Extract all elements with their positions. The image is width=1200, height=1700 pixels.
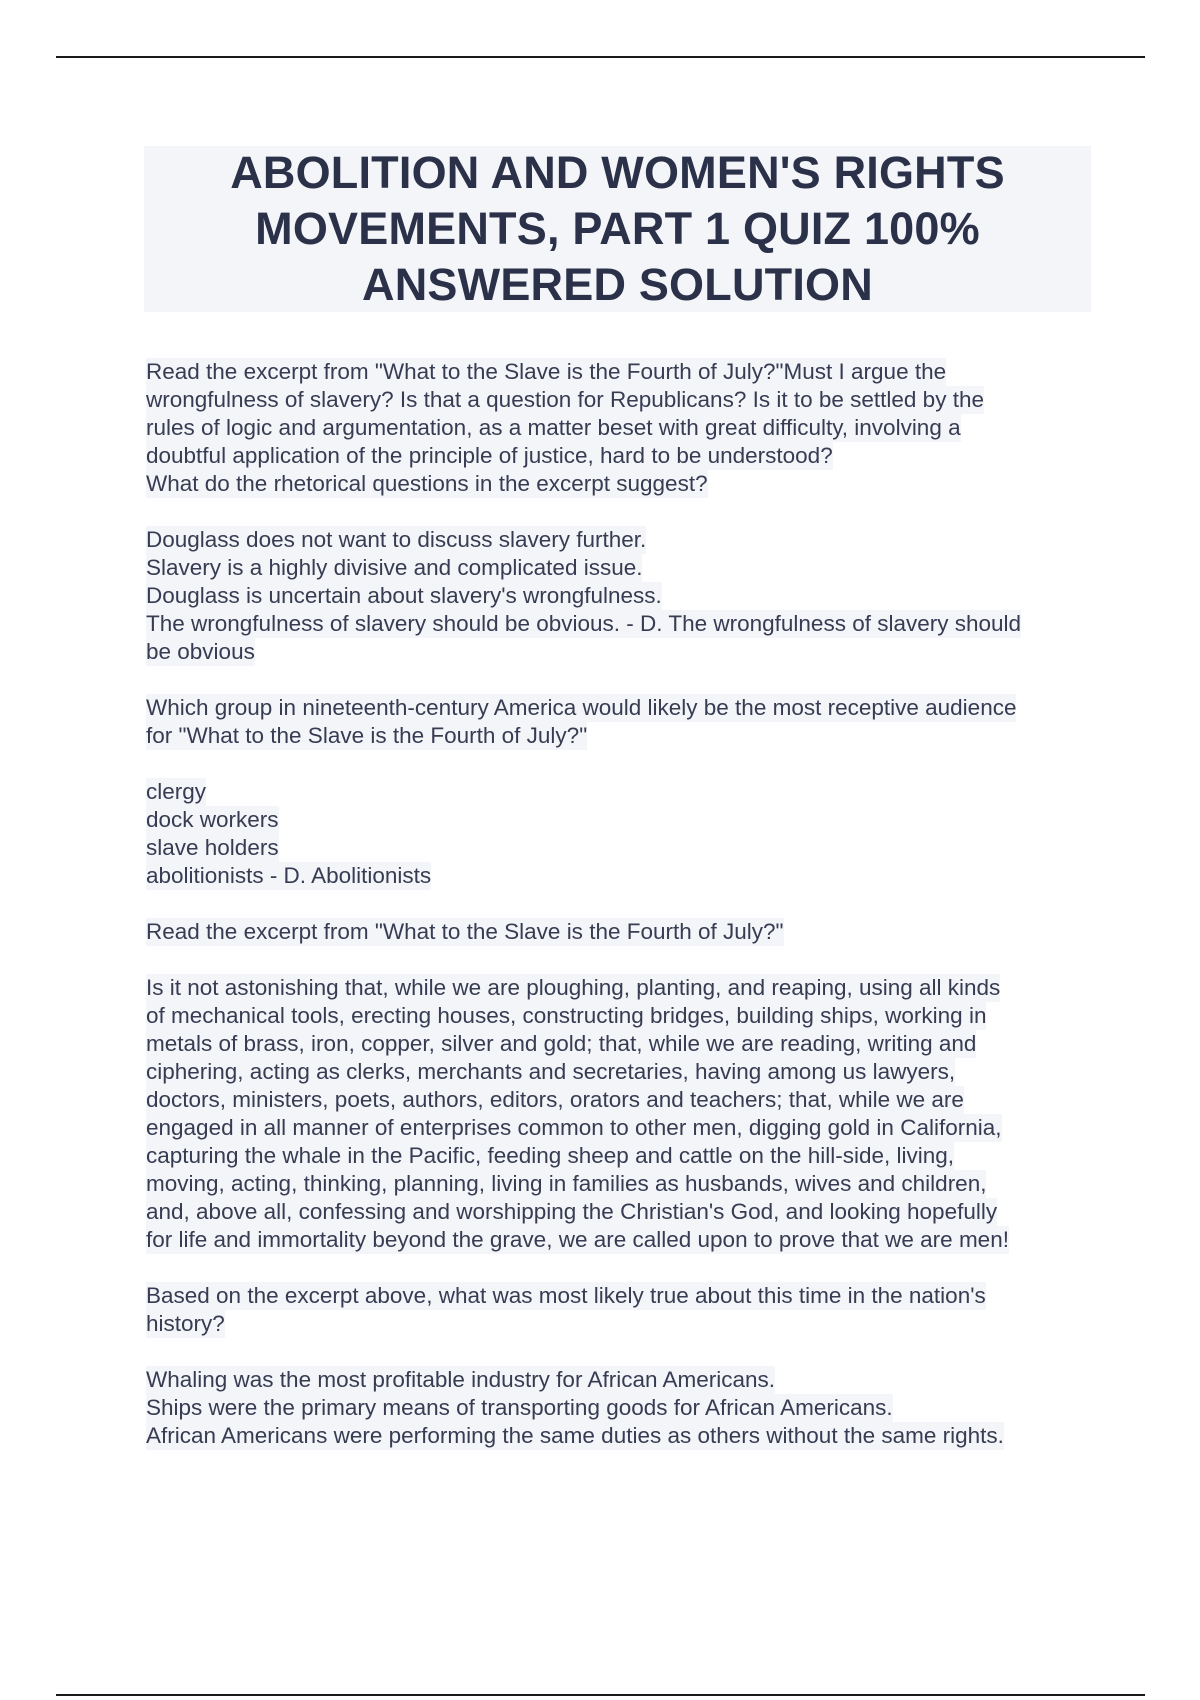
question-1-options xyxy=(146,526,1092,666)
excerpt-line: for life and immortality beyond the grave, we are called upon to prove that we are men! xyxy=(146,1227,1009,1252)
excerpt-line: engaged in all manner of enterprises common to other men, digging gold in California, xyxy=(146,1115,1002,1140)
question-2-options xyxy=(146,778,1092,890)
excerpt-line: of mechanical tools, erecting houses, constructing bridges, building ships, working in xyxy=(146,1003,987,1028)
excerpt-line: doctors, ministers, poets, authors, editors, orators and teachers; that, while we are xyxy=(146,1087,964,1112)
text-line: rules of logic and argumentation, as a matter beset with great difficulty, involving a xyxy=(146,415,961,440)
text-line: history? xyxy=(146,1311,225,1336)
text-line: for "What to the Slave is the Fourth of July?" xyxy=(146,723,588,748)
question-3-prompt xyxy=(146,1282,1092,1338)
answer-line: abolitionists - D. Abolitionists xyxy=(146,863,432,888)
text-line: wrongfulness of slavery? Is that a question for Republicans? Is it to be settled by the xyxy=(146,387,984,412)
question-3-intro xyxy=(146,918,1092,946)
text-line: Read the excerpt from "What to the Slave is the Fourth of July?"Must I argue the xyxy=(146,359,947,384)
title-line: ANSWERED SOLUTION xyxy=(362,259,873,310)
option-line: Douglass does not want to discuss slavery further. xyxy=(146,527,647,552)
text-line: What do the rhetorical questions in the excerpt suggest? xyxy=(146,471,708,496)
excerpt-line: Is it not astonishing that, while we are ploughing, planting, and reaping, using all kinds xyxy=(146,975,1001,1000)
bottom-rule xyxy=(56,1694,1145,1696)
document-title xyxy=(230,145,1005,313)
document-body xyxy=(146,358,1092,1478)
question-3-options xyxy=(146,1366,1092,1450)
title-line: ABOLITION AND WOMEN'S RIGHTS xyxy=(230,147,1005,198)
answer-line: The wrongfulness of slavery should be obvious. - D. The wrongfulness of slavery should xyxy=(146,611,1022,636)
text-line: Which group in nineteenth-century America would likely be the most receptive audience xyxy=(146,695,1017,720)
title-line: MOVEMENTS, PART 1 QUIZ 100% xyxy=(255,203,980,254)
excerpt-line: and, above all, confessing and worshipping the Christian's God, and looking hopefully xyxy=(146,1199,998,1224)
question-1-prompt xyxy=(146,358,1092,498)
excerpt-line: moving, acting, thinking, planning, living in families as husbands, wives and children, xyxy=(146,1171,987,1196)
text-line: doubtful application of the principle of justice, hard to be understood? xyxy=(146,443,833,468)
text-line: Based on the excerpt above, what was most likely true about this time in the nation's xyxy=(146,1283,986,1308)
top-rule xyxy=(56,56,1145,58)
option-line: slave holders xyxy=(146,835,279,860)
option-line: clergy xyxy=(146,779,207,804)
title-banner xyxy=(144,146,1091,312)
option-line: dock workers xyxy=(146,807,279,832)
option-line: Whaling was the most profitable industry for African Americans. xyxy=(146,1367,776,1392)
option-line: Douglass is uncertain about slavery's wrongfulness. xyxy=(146,583,662,608)
option-line: African Americans were performing the same duties as others without the same rights. xyxy=(146,1423,1004,1448)
excerpt-line: metals of brass, iron, copper, silver and gold; that, while we are reading, writing and xyxy=(146,1031,977,1056)
question-3-excerpt xyxy=(146,974,1092,1254)
option-line: Ships were the primary means of transporting goods for African Americans. xyxy=(146,1395,893,1420)
excerpt-line: capturing the whale in the Pacific, feeding sheep and cattle on the hill-side, living, xyxy=(146,1143,955,1168)
question-2-prompt xyxy=(146,694,1092,750)
option-line: Slavery is a highly divisive and complicated issue. xyxy=(146,555,643,580)
excerpt-line: ciphering, acting as clerks, merchants and secretaries, having among us lawyers, xyxy=(146,1059,956,1084)
text-line: Read the excerpt from "What to the Slave is the Fourth of July?" xyxy=(146,919,784,944)
answer-line: be obvious xyxy=(146,639,255,664)
